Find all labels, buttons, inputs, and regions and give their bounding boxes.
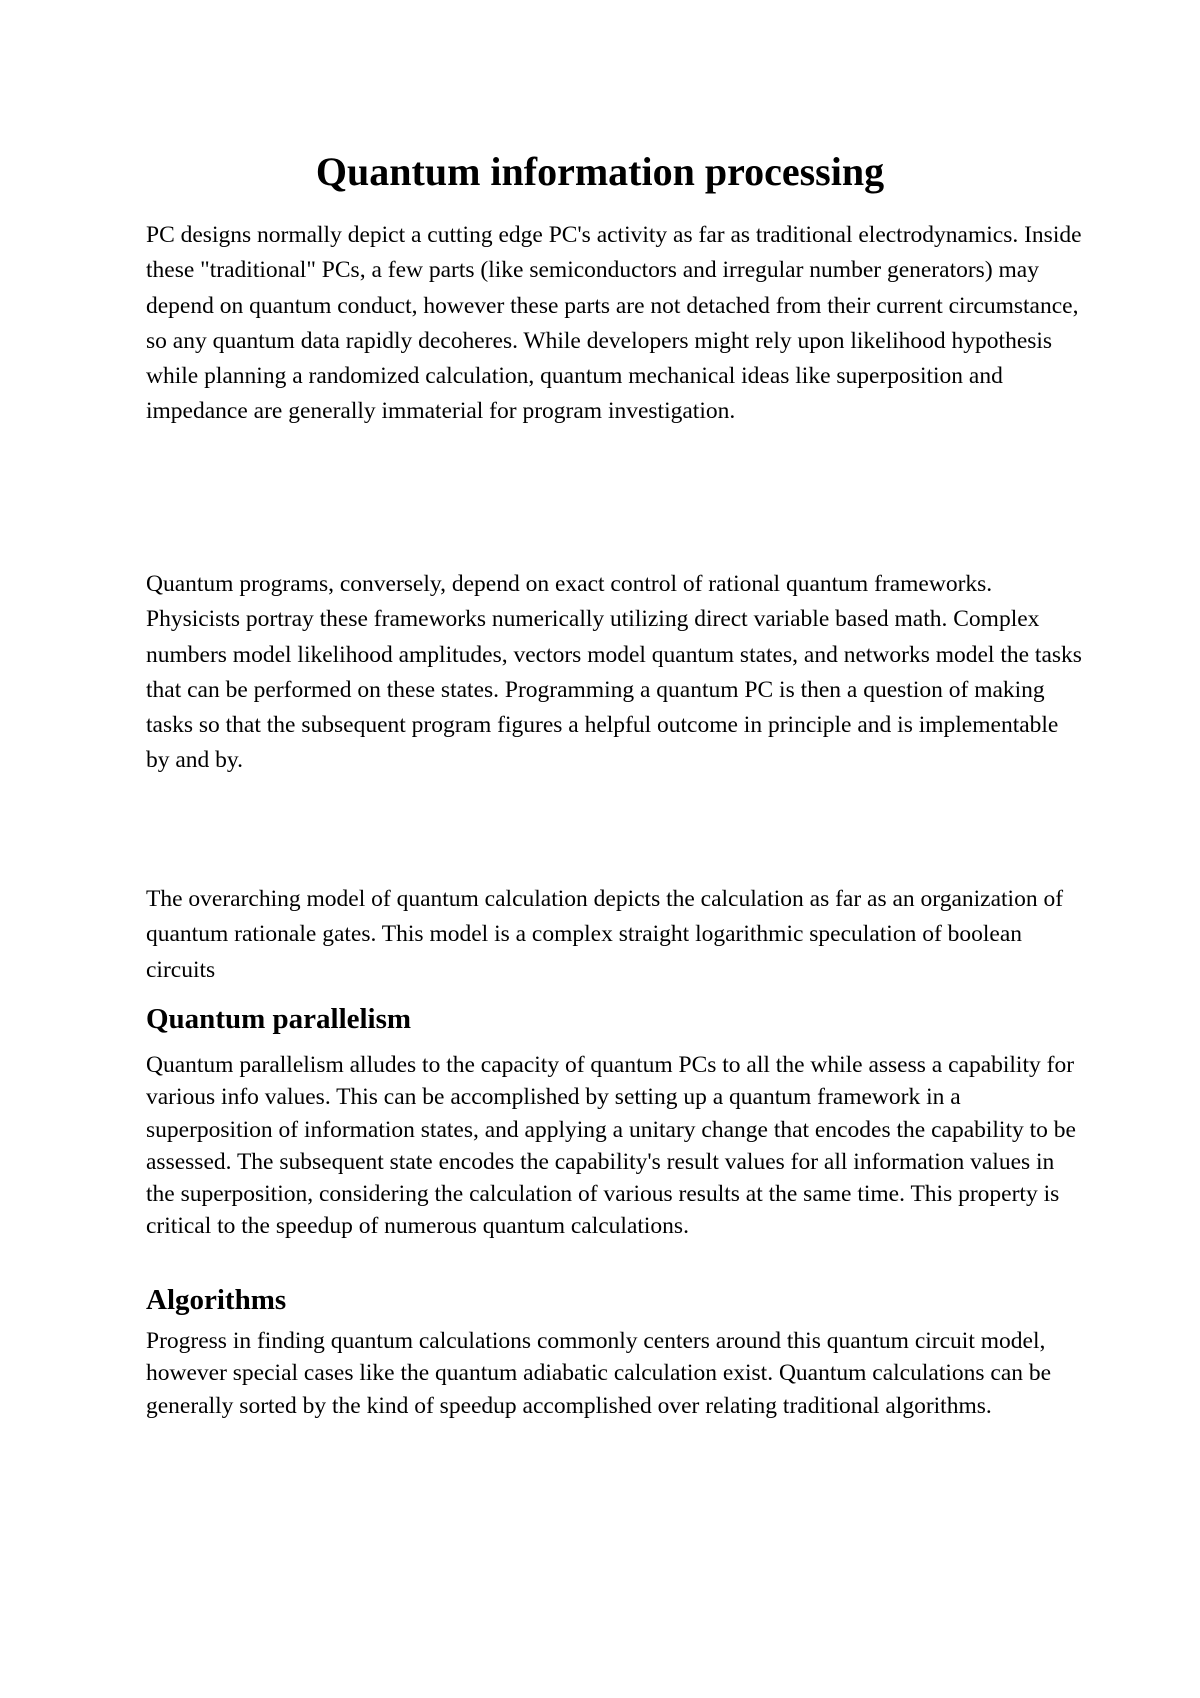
page-title: Quantum information processing <box>315 149 885 194</box>
paragraph-intro: PC designs normally depict a cutting edge PC's activity as far as traditional electrodynamics. Inside these "traditional" PCs, a few parts (like semiconductors and irregular number generators) may depend on quantum conduct, however these parts are not detached from their current circumstance, so any quantum data rapidly decoheres. While developers might rely upon likelihood hypothesis while planning a randomized calculation, quantum mechanical ideas like superposition and impedance are generally immaterial for program investigation. <box>146 222 1082 425</box>
paragraph-programs: Quantum programs, conversely, depend on exact control of rational quantum frameworks. Physicists portray these frameworks numerically utilizing direct variable based math. Complex numbers model likelihood amplitudes, vectors model quantum states, and networks model the tasks that can be performed on these states. Programming a quantum PC is then a question of making tasks so that the subsequent program figures a helpful outcome in principle and is implementable by and by. <box>146 571 1082 774</box>
paragraph-model: The overarching model of quantum calculation depicts the calculation as far as an organization of quantum rationale gates. This model is a complex straight logarithmic speculation of boolean circuits <box>146 886 1064 983</box>
heading-algorithms: Algorithms <box>146 1284 287 1316</box>
paragraph-parallelism: Quantum parallelism alludes to the capacity of quantum PCs to all the while assess a capability for various info values. This can be accomplished by setting up a quantum framework in a superposition of information states, and applying a unitary change that encodes the capability to be assessed. The subsequent state encodes the capability's result values for all information values in the superposition, considering the calculation of various results at the same time. This property is critical to the speedup of numerous quantum calculations. <box>146 1052 1076 1240</box>
heading-quantum-parallelism: Quantum parallelism <box>146 1003 412 1035</box>
paragraph-algorithms: Progress in finding quantum calculations commonly centers around this quantum circuit model, however special cases like the quantum adiabatic calculation exist. Quantum calculations can be generally sorted by the kind of speedup accomplished over relating traditional algorithms. <box>146 1328 1052 1419</box>
